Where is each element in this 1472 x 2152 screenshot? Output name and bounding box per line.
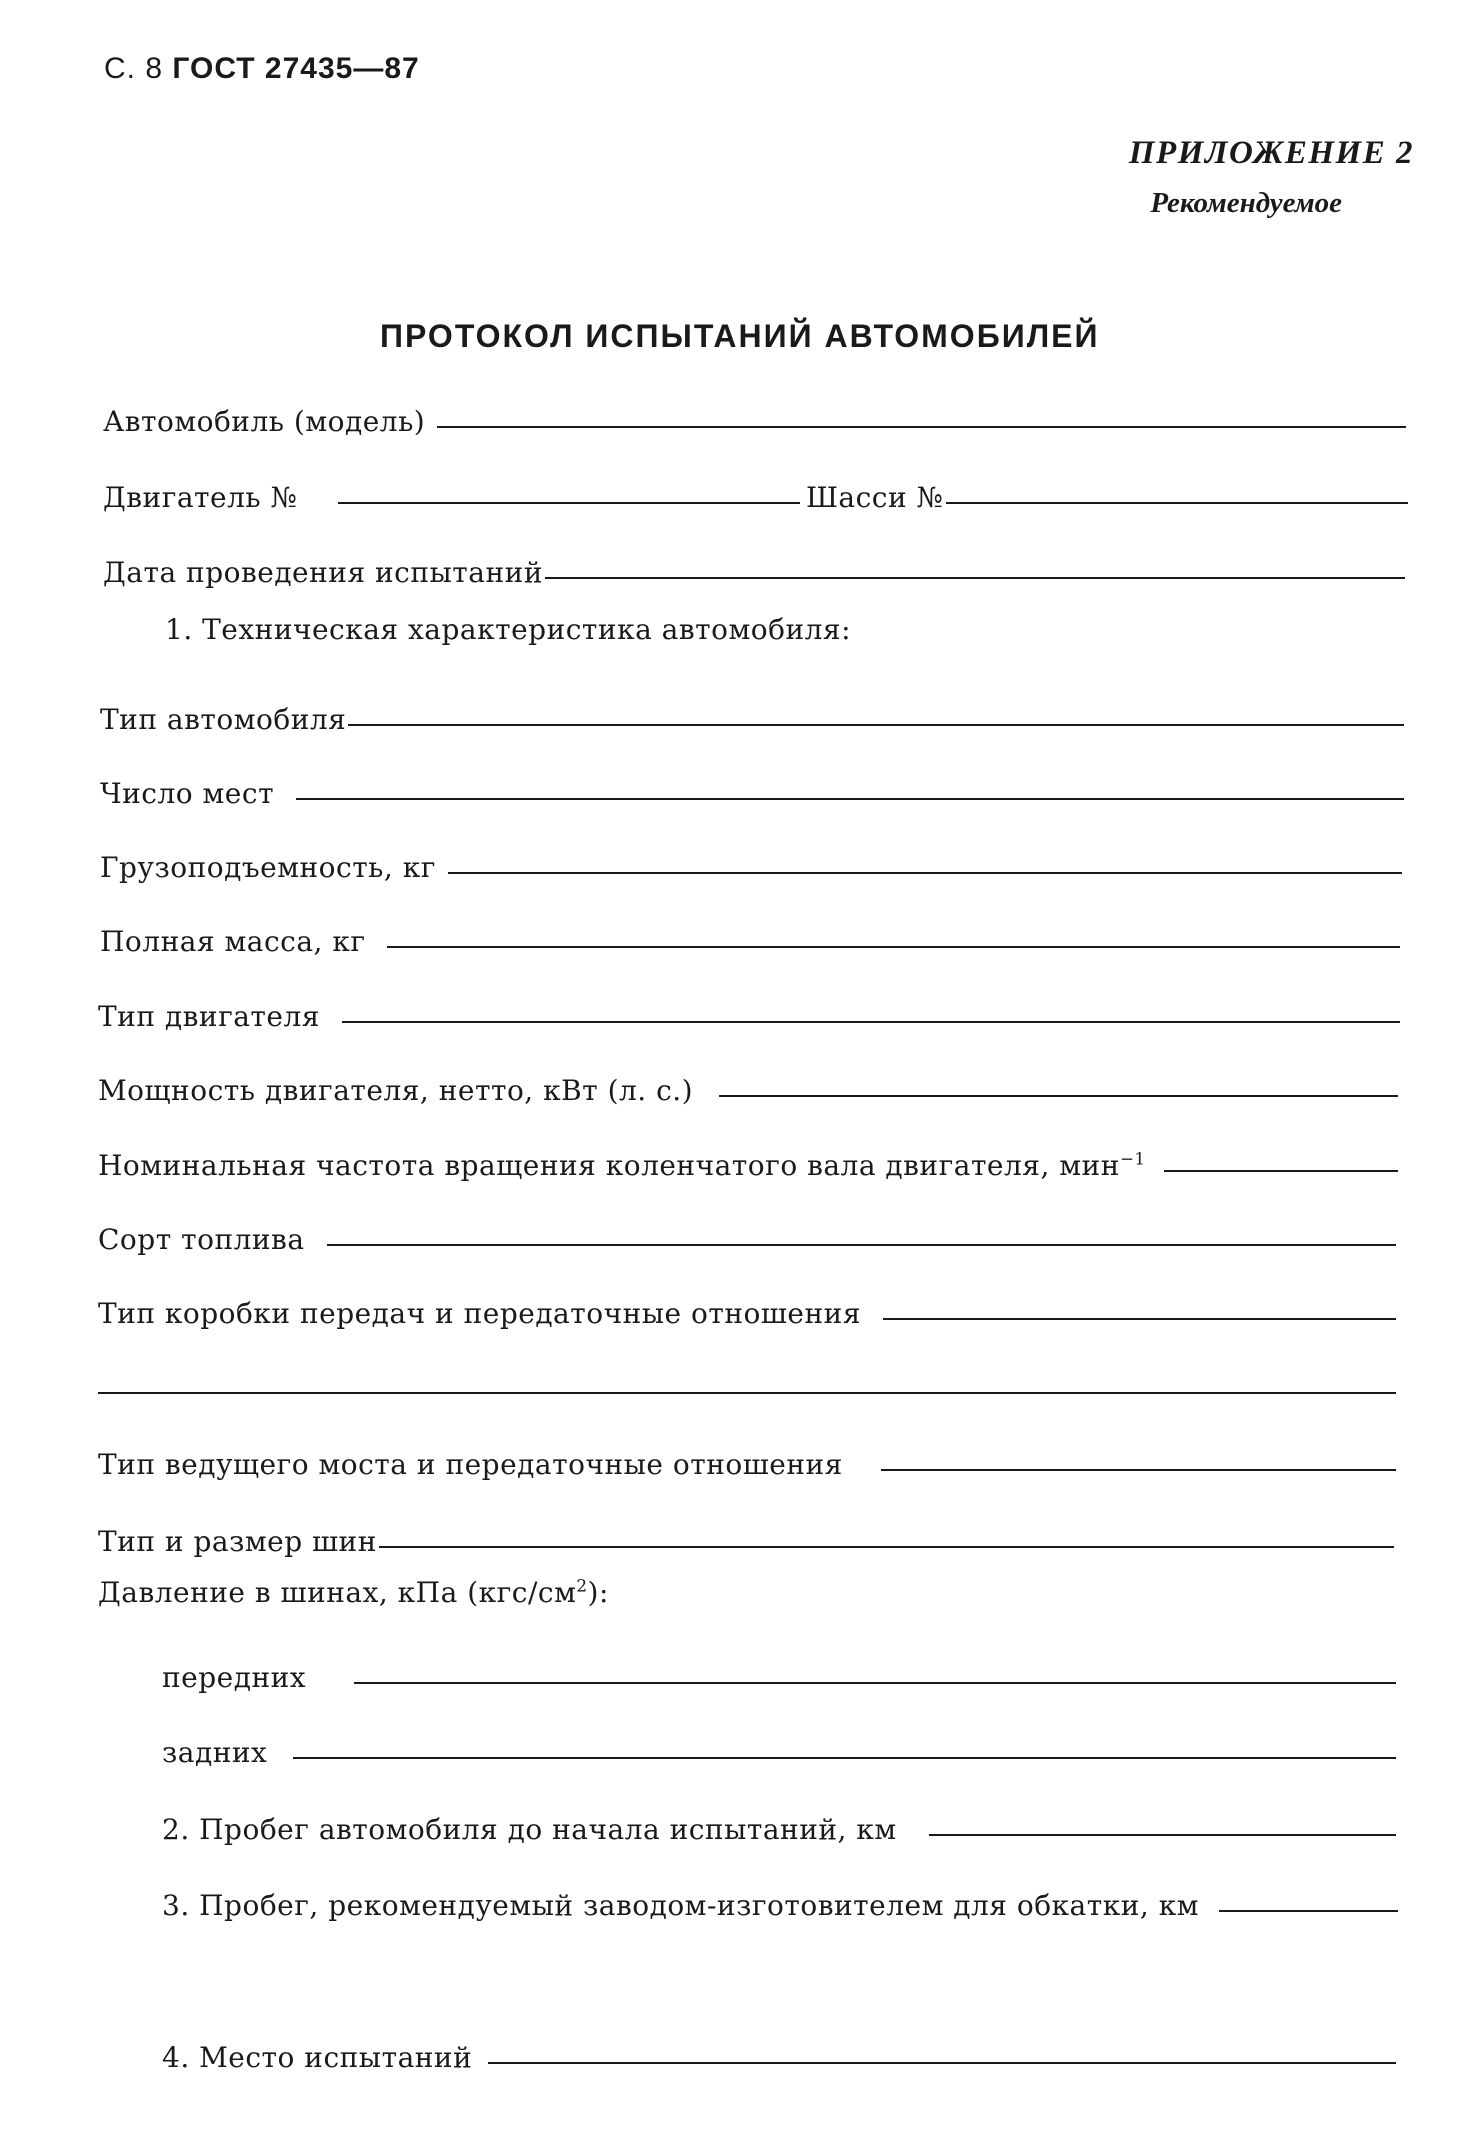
fill-line[interactable]: [293, 1757, 1396, 1759]
fill-line[interactable]: [296, 798, 1404, 800]
field-mileage-before: [162, 1808, 1396, 1848]
field-label: Шасси №: [805, 481, 944, 514]
field-break-in-mileage: [162, 1884, 1398, 1924]
standard-number: ГОСТ 27435—87: [172, 52, 420, 85]
fill-line[interactable]: [1164, 1170, 1398, 1172]
fill-line[interactable]: [929, 1834, 1396, 1836]
field-label: задних: [162, 1736, 268, 1769]
tire-pressure-heading: [98, 1576, 609, 1609]
page-header: [104, 52, 420, 86]
field-test-date: [103, 551, 1405, 591]
field-car-model: [103, 400, 1406, 440]
tire-pressure-exponent: 2: [576, 1575, 588, 1596]
fill-line[interactable]: [881, 1469, 1396, 1471]
field-label: Сорт топлива: [98, 1223, 305, 1256]
field-label: Грузоподъемность, кг: [100, 851, 436, 884]
field-label: Автомобиль (модель): [103, 405, 426, 438]
field-car-type: [100, 698, 1404, 738]
field-label: Тип автомобиля: [100, 703, 347, 736]
field-fuel-grade: [98, 1218, 1396, 1258]
field-label: Мощность двигателя, нетто, кВт (л. с.): [98, 1074, 694, 1107]
fill-line[interactable]: [387, 946, 1400, 948]
field-label: Число мест: [100, 777, 275, 810]
fill-line-continued[interactable]: [98, 1392, 1396, 1394]
document-title: ПРОТОКОЛ ИСПЫТАНИЙ АВТОМОБИЛЕЙ: [380, 318, 1100, 354]
field-engine-power: [98, 1069, 1398, 1109]
tire-pressure-end: ):: [587, 1576, 609, 1609]
field-rated-speed: [98, 1144, 1398, 1184]
fill-line[interactable]: [338, 502, 800, 504]
field-label: [98, 1149, 1146, 1184]
rated-speed-exponent: −1: [1119, 1148, 1146, 1169]
field-label: 2. Пробег автомобиля до начала испытаний, км: [162, 1813, 897, 1846]
field-seats: [100, 772, 1404, 812]
field-label: Тип ведущего моста и передаточные отношения: [98, 1448, 843, 1481]
field-label: Полная масса, кг: [100, 925, 366, 958]
field-gross-mass: [100, 920, 1400, 960]
fill-line[interactable]: [448, 872, 1402, 874]
fill-line[interactable]: [488, 2062, 1396, 2064]
fill-line[interactable]: [354, 1682, 1396, 1684]
tire-pressure-text: Давление в шинах, кПа (кгс/см: [98, 1576, 577, 1609]
section-1-heading: 1. Техническая характеристика автомобиля:: [165, 613, 852, 646]
field-engine-chassis: [103, 476, 1408, 516]
fill-line[interactable]: [437, 426, 1406, 428]
fill-line[interactable]: [379, 1546, 1394, 1548]
rated-speed-text: Номинальная частота вращения коленчатого вала двигателя, мин: [98, 1149, 1120, 1182]
appendix-title: ПРИЛОЖЕНИЕ 2: [1128, 135, 1414, 171]
field-gearbox: [98, 1292, 1396, 1332]
field-engine-type: [98, 995, 1400, 1035]
field-label: Тип двигателя: [98, 1000, 320, 1033]
field-tires: [98, 1520, 1394, 1560]
page-number: С. 8: [104, 52, 164, 85]
field-front-pressure: [162, 1656, 1396, 1696]
field-rear-pressure: [162, 1731, 1396, 1771]
fill-line[interactable]: [883, 1318, 1396, 1320]
field-label: передних: [162, 1661, 307, 1694]
field-label: 3. Пробег, рекомендуемый заводом-изготовителем для обкатки, км: [162, 1889, 1199, 1922]
field-test-location: [162, 2036, 1396, 2076]
fill-line[interactable]: [342, 1021, 1400, 1023]
field-label: Двигатель №: [103, 481, 298, 514]
field-label: Тип и размер шин: [98, 1525, 377, 1558]
fill-line[interactable]: [348, 724, 1404, 726]
fill-line[interactable]: [719, 1095, 1398, 1097]
field-label: Тип коробки передач и передаточные отношения: [98, 1297, 861, 1330]
field-label: Дата проведения испытаний: [103, 556, 543, 589]
field-drive-axle: [98, 1443, 1396, 1483]
fill-line[interactable]: [545, 577, 1405, 579]
field-payload: [100, 846, 1402, 886]
field-label: 4. Место испытаний: [162, 2041, 473, 2074]
fill-line[interactable]: [1219, 1910, 1398, 1912]
appendix-status: Рекомендуемое: [1150, 187, 1342, 219]
fill-line[interactable]: [327, 1244, 1396, 1246]
fill-line[interactable]: [946, 502, 1408, 504]
